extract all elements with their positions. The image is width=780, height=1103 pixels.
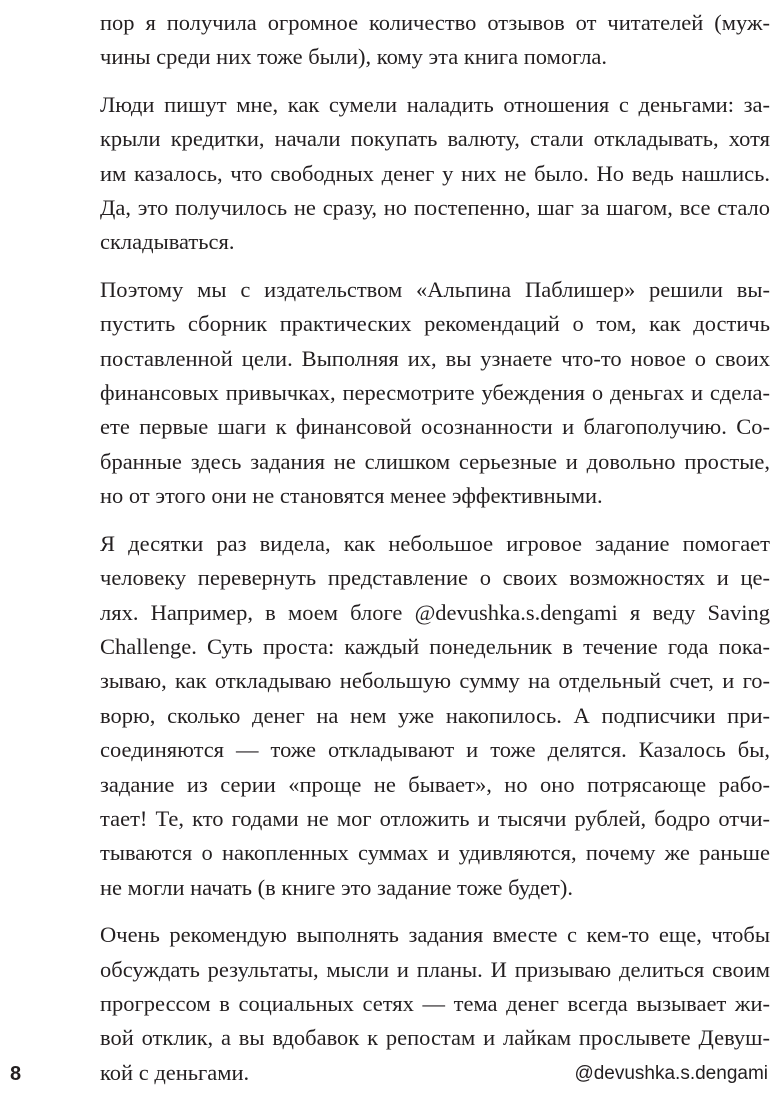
text-line: лях. Например, в моем блоге @devushka.s.dengami я веду Saving [100, 599, 770, 625]
text-line: прогрессом в социальных сетях — тема денег всегда вызывает жи- [100, 990, 770, 1016]
text-line: не могли начать (в книге это задание тоже будет). [100, 874, 573, 900]
text-line: ете первые шаги к финансовой осознанности и благополучию. Со- [100, 414, 770, 440]
text-line: кой с деньгами. [100, 1059, 250, 1085]
text-line: задание из серии «проще не бывает», но оно потрясающе рабо- [100, 771, 770, 797]
text-line: Я десятки раз видела, как небольшое игровое задание помогает [100, 530, 770, 556]
text-line: бранные здесь задания не слишком серьезные и довольно простые, [100, 448, 770, 474]
text-line: Challenge. Суть проста: каждый понедельник в течение года пока- [100, 633, 770, 659]
text-line: ворю, сколько денег на нем уже накопилось. А подписчики при- [100, 702, 770, 728]
text-line: складываться. [100, 229, 235, 255]
paragraph-2 [100, 88, 770, 260]
text-line: соединяются — тоже откладывают и тоже делятся. Казалось бы, [100, 737, 770, 763]
text-line: вой отклик, а вы вдобавок к репостам и лайкам прослывете Девуш- [100, 1025, 770, 1051]
text-line: Очень рекомендую выполнять задания вместе с кем-то еще, чтобы [100, 922, 770, 948]
paragraph-1 [100, 6, 770, 75]
text-line: чины среди них тоже были), кому эта книга помогла. [100, 44, 608, 70]
text-line: финансовых привычках, пересмотрите убеждения о деньгах и сдела- [100, 380, 770, 406]
text-line: им казалось, что свободных денег у них не было. Но ведь нашлись. [100, 160, 770, 186]
text-line: крыли кредитки, начали покупать валюту, стали откладывать, хотя [100, 126, 770, 152]
text-line: пустить сборник практических рекомендаций о том, как достичь [100, 311, 770, 337]
paragraph-4 [100, 527, 770, 905]
text-line: поставленной цели. Выполняя их, вы узнаете что-то новое о своих [100, 345, 770, 371]
text-line: пор я получила огромное количество отзывов от читателей (муж- [100, 10, 770, 35]
text-line: тает! Те, кто годами не мог отложить и тысячи рублей, бодро отчи- [100, 805, 770, 831]
text-line: зываю, как откладываю небольшую сумму на отдельный счет, и го- [100, 668, 770, 694]
text-line: Люди пишут мне, как сумели наладить отношения с деньгами: за- [100, 91, 770, 117]
text-line: человеку перевернуть представление о своих возможностях и це- [100, 565, 770, 591]
paragraph-3 [100, 273, 770, 514]
text-line: Поэтому мы с издательством «Альпина Паблишер» решили вы- [100, 276, 770, 302]
footer-handle: @devushka.s.dengami [574, 1063, 768, 1084]
page-number: 8 [10, 1063, 22, 1085]
body-text [100, 6, 770, 1103]
text-line: обсуждать результаты, мысли и планы. И призываю делиться своим [100, 956, 770, 982]
text-line: но от этого они не становятся менее эффективными. [100, 483, 603, 509]
text-line: тываются о накопленных суммах и удивляются, почему же раньше [100, 840, 770, 866]
text-line: Да, это получилось не сразу, но постепенно, шаг за шагом, все стало [100, 195, 770, 221]
